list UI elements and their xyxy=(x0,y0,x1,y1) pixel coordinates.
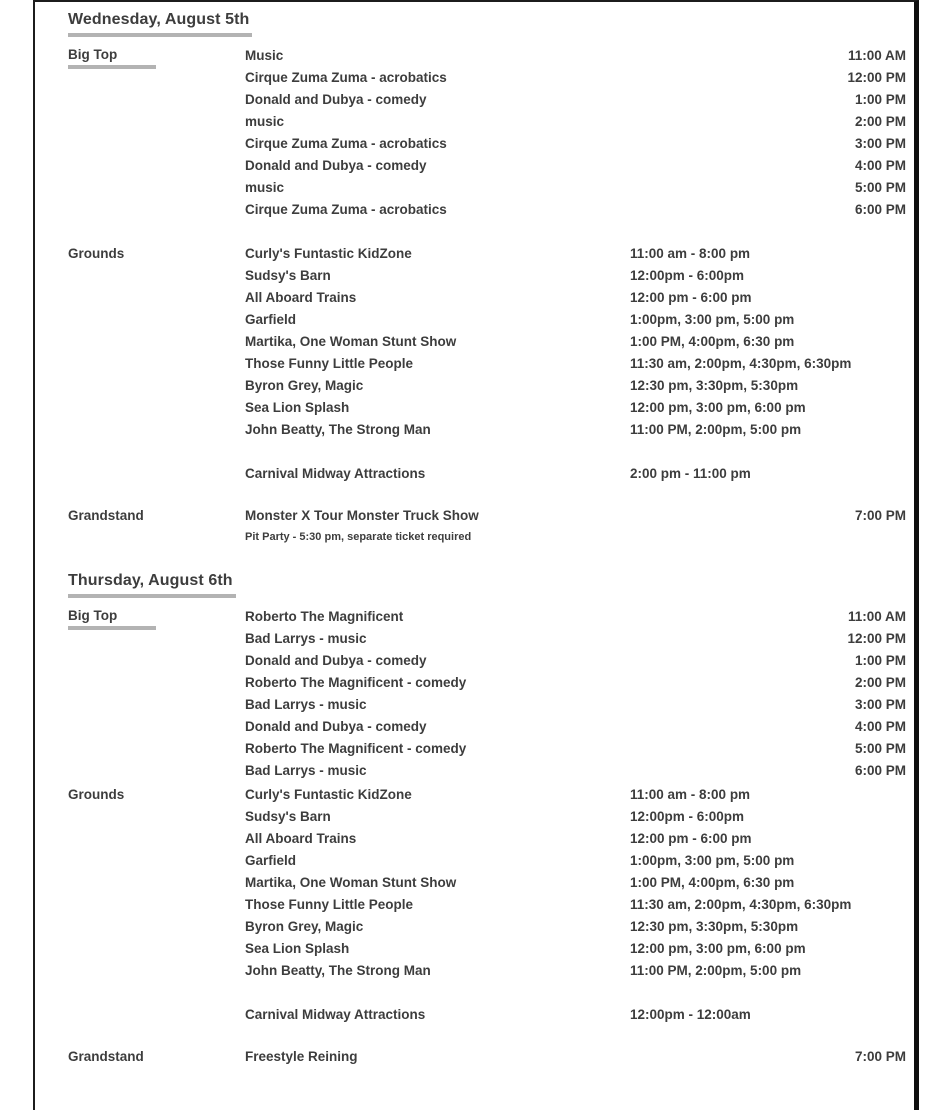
event-row xyxy=(245,760,906,782)
event-time: 11:30 am, 2:00pm, 4:30pm, 6:30pm xyxy=(630,897,852,912)
event-row xyxy=(245,850,906,872)
event-name: All Aboard Trains xyxy=(245,831,357,846)
event-row xyxy=(245,606,906,628)
schedule-document xyxy=(33,0,919,1110)
venue-column xyxy=(68,243,245,265)
event-name: music xyxy=(245,180,285,195)
event-row xyxy=(245,650,906,672)
event-row xyxy=(245,938,906,960)
event-time: 12:30 pm, 3:30pm, 5:30pm xyxy=(630,919,799,934)
day-title: Wednesday, August 5th xyxy=(68,10,252,37)
event-row xyxy=(245,331,906,353)
event-name: Donald and Dubya - comedy xyxy=(245,719,427,734)
day-heading xyxy=(68,571,906,598)
event-name: Byron Grey, Magic xyxy=(245,378,364,393)
event-row xyxy=(245,505,906,527)
event-row xyxy=(245,67,906,89)
event-name: Garfield xyxy=(245,853,297,868)
event-time: 11:30 am, 2:00pm, 4:30pm, 6:30pm xyxy=(630,356,852,371)
event-time: 12:00 pm - 6:00 pm xyxy=(630,290,752,305)
events-column xyxy=(245,243,906,485)
event-time: 12:00 pm, 3:00 pm, 6:00 pm xyxy=(630,941,806,956)
event-time: 1:00pm, 3:00 pm, 5:00 pm xyxy=(630,312,795,327)
event-name: Monster X Tour Monster Truck Show xyxy=(245,508,479,523)
event-row xyxy=(245,784,906,806)
venue-column xyxy=(68,505,245,527)
event-row xyxy=(245,243,906,265)
event-time: 1:00 PM xyxy=(854,92,906,107)
event-time: 11:00 am - 8:00 pm xyxy=(630,246,751,261)
day-heading xyxy=(68,10,906,37)
events-column xyxy=(245,1046,906,1068)
event-row xyxy=(245,1004,906,1026)
event-row xyxy=(245,872,906,894)
event-name: Freestyle Reining xyxy=(245,1049,358,1064)
event-row xyxy=(245,894,906,916)
event-time: 7:00 PM xyxy=(854,508,906,523)
event-name: Roberto The Magnificent xyxy=(245,609,404,624)
event-name: Bad Larrys - music xyxy=(245,631,367,646)
event-time: 12:00pm - 6:00pm xyxy=(630,268,745,283)
event-time: 11:00 am - 8:00 pm xyxy=(630,787,751,802)
event-row xyxy=(245,806,906,828)
event-name: Donald and Dubya - comedy xyxy=(245,158,427,173)
event-name: Those Funny Little People xyxy=(245,897,414,912)
events-column xyxy=(245,505,906,547)
venue-column xyxy=(68,1046,245,1068)
event-row xyxy=(245,199,906,221)
schedule-section-big-top xyxy=(68,606,906,782)
event-row xyxy=(245,287,906,309)
event-name: Donald and Dubya - comedy xyxy=(245,653,427,668)
event-name: Curly's Funtastic KidZone xyxy=(245,787,412,802)
event-note: Pit Party - 5:30 pm, separate ticket required xyxy=(245,531,472,543)
event-name: Bad Larrys - music xyxy=(245,763,367,778)
event-time: 2:00 pm - 11:00 pm xyxy=(630,466,751,481)
event-time: 12:00 pm, 3:00 pm, 6:00 pm xyxy=(630,400,806,415)
event-row xyxy=(245,155,906,177)
event-time: 1:00 PM, 4:00pm, 6:30 pm xyxy=(630,334,795,349)
event-time: 12:00pm - 12:00am xyxy=(630,1007,751,1022)
event-row xyxy=(245,419,906,441)
event-name: music xyxy=(245,114,285,129)
event-name: Roberto The Magnificent - comedy xyxy=(245,741,467,756)
schedule-section-grandstand xyxy=(68,1046,906,1068)
event-name: Sudsy's Barn xyxy=(245,268,331,283)
event-time: 1:00pm, 3:00 pm, 5:00 pm xyxy=(630,853,795,868)
event-row xyxy=(245,463,906,485)
event-name: All Aboard Trains xyxy=(245,290,357,305)
schedule-days xyxy=(68,10,906,1068)
event-row xyxy=(245,177,906,199)
event-time: 11:00 PM, 2:00pm, 5:00 pm xyxy=(630,422,802,437)
schedule-section-grandstand xyxy=(68,505,906,547)
event-row xyxy=(245,694,906,716)
event-time: 1:00 PM, 4:00pm, 6:30 pm xyxy=(630,875,795,890)
venue-label: Big Top xyxy=(68,606,156,630)
event-name: Byron Grey, Magic xyxy=(245,919,364,934)
event-name: Carnival Midway Attractions xyxy=(245,466,426,481)
event-row xyxy=(245,353,906,375)
event-time: 11:00 AM xyxy=(847,48,906,63)
event-row xyxy=(245,89,906,111)
event-row xyxy=(245,916,906,938)
venue-label: Big Top xyxy=(68,45,156,69)
event-name: Carnival Midway Attractions xyxy=(245,1007,426,1022)
event-time: 12:00pm - 6:00pm xyxy=(630,809,745,824)
venue-label: Grounds xyxy=(68,246,125,261)
event-name: Those Funny Little People xyxy=(245,356,414,371)
event-time: 2:00 PM xyxy=(854,675,906,690)
event-row xyxy=(245,309,906,331)
event-row xyxy=(245,628,906,650)
schedule-section-grounds xyxy=(68,784,906,1026)
events-column xyxy=(245,45,906,221)
event-name: Martika, One Woman Stunt Show xyxy=(245,334,457,349)
event-time: 6:00 PM xyxy=(854,202,906,217)
event-row xyxy=(245,265,906,287)
event-time: 4:00 PM xyxy=(854,719,906,734)
venue-column xyxy=(68,606,245,630)
events-column xyxy=(245,784,906,1026)
day-block xyxy=(68,10,906,547)
event-time: 12:00 pm - 6:00 pm xyxy=(630,831,752,846)
event-time: 3:00 PM xyxy=(854,697,906,712)
event-name: Cirque Zuma Zuma - acrobatics xyxy=(245,136,447,151)
event-row xyxy=(245,960,906,982)
event-name: Martika, One Woman Stunt Show xyxy=(245,875,457,890)
event-name: John Beatty, The Strong Man xyxy=(245,963,431,978)
event-time: 7:00 PM xyxy=(854,1049,906,1064)
event-time: 6:00 PM xyxy=(854,763,906,778)
venue-label: Grandstand xyxy=(68,508,144,523)
event-time: 12:00 PM xyxy=(847,631,906,646)
event-row xyxy=(245,397,906,419)
event-time: 11:00 PM, 2:00pm, 5:00 pm xyxy=(630,963,802,978)
event-row xyxy=(245,45,906,67)
event-time: 11:00 AM xyxy=(847,609,906,624)
event-name: Sea Lion Splash xyxy=(245,400,350,415)
event-row xyxy=(245,133,906,155)
event-time: 3:00 PM xyxy=(854,136,906,151)
day-block xyxy=(68,571,906,1068)
event-row xyxy=(245,375,906,397)
event-row xyxy=(245,716,906,738)
venue-column xyxy=(68,784,245,806)
event-time: 1:00 PM xyxy=(854,653,906,668)
event-name: Bad Larrys - music xyxy=(245,697,367,712)
event-name: Sudsy's Barn xyxy=(245,809,331,824)
venue-label: Grandstand xyxy=(68,1049,144,1064)
event-name: John Beatty, The Strong Man xyxy=(245,422,431,437)
event-time: 2:00 PM xyxy=(854,114,906,129)
event-time: 5:00 PM xyxy=(854,741,906,756)
event-row xyxy=(245,738,906,760)
venue-label: Grounds xyxy=(68,787,125,802)
event-time: 4:00 PM xyxy=(854,158,906,173)
event-name: Sea Lion Splash xyxy=(245,941,350,956)
event-name: Curly's Funtastic KidZone xyxy=(245,246,412,261)
event-row xyxy=(245,828,906,850)
schedule-section-grounds xyxy=(68,243,906,485)
event-name: Music xyxy=(245,48,284,63)
event-time: 12:00 PM xyxy=(847,70,906,85)
event-name: Cirque Zuma Zuma - acrobatics xyxy=(245,202,447,217)
event-row xyxy=(245,111,906,133)
event-time: 5:00 PM xyxy=(854,180,906,195)
event-name: Donald and Dubya - comedy xyxy=(245,92,427,107)
event-row xyxy=(245,1046,906,1068)
event-time: 12:30 pm, 3:30pm, 5:30pm xyxy=(630,378,799,393)
event-name: Roberto The Magnificent - comedy xyxy=(245,675,467,690)
schedule-section-big-top xyxy=(68,45,906,221)
event-name: Garfield xyxy=(245,312,297,327)
venue-column xyxy=(68,45,245,69)
day-title: Thursday, August 6th xyxy=(68,571,236,598)
event-name: Cirque Zuma Zuma - acrobatics xyxy=(245,70,447,85)
event-row xyxy=(245,672,906,694)
events-column xyxy=(245,606,906,782)
